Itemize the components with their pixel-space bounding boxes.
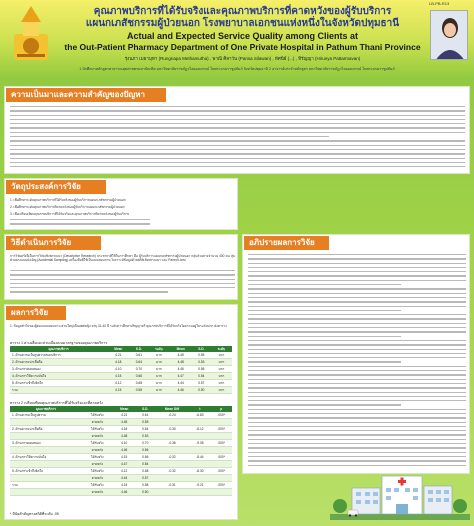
author-photo [430, 10, 468, 60]
table-row [10, 387, 232, 394]
discussion-body [248, 254, 466, 469]
table-row [10, 461, 232, 468]
table-cell: 0.64 [129, 359, 148, 366]
table-cell: 0.53 [192, 359, 211, 366]
table-cell [155, 419, 189, 426]
table-cell: 0.56 [136, 447, 155, 454]
table-cell: 0.64 [136, 426, 155, 433]
table-cell: 3. ด้านการตอบสนอง [10, 366, 107, 373]
table-cell [10, 447, 82, 454]
table-cell: 4.44 [113, 475, 136, 482]
table-cell: -9.21 [189, 482, 210, 489]
table-cell: 0.68 [129, 380, 148, 387]
table-cell: มาก [211, 387, 232, 394]
table-cell: มาก [211, 359, 232, 366]
table1-header-cell: Mean [170, 346, 192, 352]
table-cell: 4.21 [113, 412, 136, 419]
table-cell: -8.44 [189, 454, 210, 461]
table-cell: 0.50 [192, 387, 211, 394]
table-cell: 4.10 [113, 440, 136, 447]
title-english-line-2: the Out-Patient Pharmacy Department of One Private Hospital in Pathum Thani Province [64, 42, 421, 52]
table-cell: 5. ด้านการเข้าถึงจิตใจ [10, 380, 107, 387]
table-cell [155, 489, 189, 496]
table-cell: -0.30 [155, 426, 189, 433]
table-cell: 0.56 [192, 366, 211, 373]
table-row [10, 482, 232, 489]
table-cell: รวม [10, 387, 107, 394]
table-cell: 4.46 [113, 447, 136, 454]
background-body [10, 106, 465, 170]
table-cell [155, 475, 189, 482]
table-cell: 4.46 [113, 489, 136, 496]
table-row [10, 447, 232, 454]
table-cell: 2. ด้านความน่าเชื่อถือ [10, 359, 107, 366]
table-cell: 0.57 [136, 475, 155, 482]
table-cell [210, 433, 232, 440]
table-cell [189, 433, 210, 440]
table-cell: คาดหวัง [82, 419, 113, 426]
table-cell: -0.31 [155, 482, 189, 489]
table-cell: ได้รับจริง [82, 426, 113, 433]
table-cell: 0.68 [136, 468, 155, 475]
table-cell: 4.48 [113, 433, 136, 440]
table-cell: มาก [211, 380, 232, 387]
table-cell: มาก [148, 366, 169, 373]
table-cell: 0.54 [192, 373, 211, 380]
table-cell: 0.58 [136, 482, 155, 489]
table-cell: 4.15 [113, 454, 136, 461]
table-cell [189, 489, 210, 496]
table-cell: -8.30 [189, 468, 210, 475]
objectives-heading: วัตถุประสงค์การวิจัย [6, 180, 106, 194]
table-cell [189, 475, 210, 482]
title-thai-line-1: คุณภาพบริการที่ได้รับจริงและคุณภาพบริการที่คาดหวังของผู้รับบริการ [93, 6, 392, 17]
table-row [10, 433, 232, 440]
table-row [10, 440, 232, 447]
table2-header-cell: t [189, 406, 210, 412]
table-cell: 4.15 [113, 482, 136, 489]
table-cell: 4. ด้านการให้ความมั่นใจ [10, 454, 82, 461]
table-row [10, 475, 232, 482]
table-cell: 0.57 [192, 380, 211, 387]
table-cell: 4.15 [107, 373, 129, 380]
table-cell: 4.47 [170, 373, 192, 380]
table-cell: -0.24 [155, 412, 189, 419]
title-english-line-1: Actual and Expected Service Quality among Clients at [126, 31, 359, 41]
table-cell: .000* [210, 468, 232, 475]
table-footnote: * มีนัยสำคัญทางสถิติที่ระดับ .05 [10, 512, 59, 516]
table-row [10, 454, 232, 461]
table-cell: มาก [148, 373, 169, 380]
discussion-heading: อภิปรายผลการวิจัย [244, 236, 329, 250]
table-row [10, 373, 232, 380]
table-cell: 4.15 [107, 387, 129, 394]
table-cell [10, 489, 82, 496]
table2-header-cell: Mean Diff [155, 406, 189, 412]
table-cell: 0.53 [136, 433, 155, 440]
objective-item-1: 1. เพื่อศึกษาระดับคุณภาพบริการที่ได้รับจริงของผู้รับบริการแผนกเภสัชกรรมผู้ป่วยนอก [10, 198, 126, 202]
table-cell: มาก [211, 373, 232, 380]
table-cell: 4. ด้านการให้ความมั่นใจ [10, 373, 107, 380]
table1-header-cell: Mean [107, 346, 129, 352]
table-cell: -8.12 [189, 426, 210, 433]
table-cell: ได้รับจริง [82, 440, 113, 447]
table-cell: มาก [148, 352, 169, 359]
authors-line: รุ่งนภา เมธามุทา (Rungnapa Methamutha) , พาณิ ศิลาวัน (Pansa Silawan) , ทัศนีย์ (...) , หิรัญญา (Hirunya Pattarmavan) [124, 56, 361, 61]
table-cell: -0.32 [155, 468, 189, 475]
table-cell: ได้รับจริง [82, 454, 113, 461]
table-cell: 0.61 [129, 352, 148, 359]
table-row [10, 426, 232, 433]
table-cell: มาก [211, 366, 232, 373]
table-cell: 1. ด้านความเป็นรูปธรรมของบริการ [10, 352, 107, 359]
table-cell: คาดหวัง [82, 475, 113, 482]
table-cell: 4.46 [170, 366, 192, 373]
table2-header-cell: คุณภาพบริการ [10, 406, 82, 412]
table-cell: 0.61 [136, 412, 155, 419]
table-cell: 1. ด้านความเป็นรูปธรรม [10, 412, 82, 419]
table-cell: 4.12 [113, 468, 136, 475]
table-cell: มาก [148, 387, 169, 394]
objectives-extra [10, 219, 210, 227]
table-cell: คาดหวัง [82, 447, 113, 454]
table-cell: -6.83 [189, 412, 210, 419]
table-cell: 4.47 [113, 461, 136, 468]
methods-extra [10, 270, 235, 298]
table-cell: ได้รับจริง [82, 412, 113, 419]
table-cell: 0.55 [136, 419, 155, 426]
table-cell [189, 447, 210, 454]
table-cell: .000* [210, 482, 232, 489]
table-cell: 0.50 [136, 489, 155, 496]
table1-header-cell: คุณภาพบริการ [10, 346, 107, 352]
table-cell: 4.48 [170, 359, 192, 366]
table-cell: .000* [210, 412, 232, 419]
table-cell [189, 419, 210, 426]
table-cell [155, 447, 189, 454]
table-cell: คาดหวัง [82, 433, 113, 440]
results-table-1 [10, 346, 232, 394]
table1-header-cell: S.D. [129, 346, 148, 352]
table-cell: 5. ด้านการเข้าถึงจิตใจ [10, 468, 82, 475]
table-cell: มาก [148, 380, 169, 387]
table-row [10, 489, 232, 496]
methods-heading: วิธีดำเนินการวิจัย [6, 236, 101, 250]
table-cell [10, 475, 82, 482]
table-cell: 4.18 [107, 359, 129, 366]
table-cell: 4.10 [107, 366, 129, 373]
table1-header-cell: ระดับ [211, 346, 232, 352]
university-logo [8, 4, 54, 62]
results-heading: ผลการวิจัย [6, 306, 66, 320]
table-cell: คาดหวัง [82, 461, 113, 468]
table2-caption: ตาราง 2 เปรียบเทียบคุณภาพบริการที่ได้รับจริงและที่คาดหวัง [10, 401, 103, 405]
table-cell: 0.54 [136, 461, 155, 468]
table1-header-cell: ระดับ [148, 346, 169, 352]
table-cell [155, 433, 189, 440]
table2-header-cell: p [210, 406, 232, 412]
table-cell: -0.36 [155, 440, 189, 447]
background-heading: ความเป็นมาและความสำคัญของปัญหา [6, 88, 166, 102]
objective-item-3: 3. เพื่อเปรียบเทียบคุณภาพบริการที่ได้รับจริงและคุณภาพบริการที่คาดหวังของผู้รับบริการ [10, 212, 130, 216]
table-cell: 3. ด้านการตอบสนอง [10, 440, 82, 447]
table-cell: มาก [211, 352, 232, 359]
table-cell [210, 475, 232, 482]
table1-caption: ตาราง 1 ค่าเฉลี่ยและส่วนเบี่ยงเบนมาตรฐานของคุณภาพบริการ [10, 341, 108, 345]
table-cell [189, 461, 210, 468]
table-cell [155, 461, 189, 468]
table-cell: 2. ด้านความน่าเชื่อถือ [10, 426, 82, 433]
table-cell: -9.05 [189, 440, 210, 447]
table-cell: 0.70 [136, 440, 155, 447]
table-cell: ได้รับจริง [82, 468, 113, 475]
table-cell: ได้รับจริง [82, 482, 113, 489]
poster-code: LB-PB-R13 [429, 1, 450, 6]
table-row [10, 468, 232, 475]
table-cell: 4.45 [170, 352, 192, 359]
table-row [10, 359, 232, 366]
table-cell: .000* [210, 440, 232, 447]
results-table-2 [10, 406, 232, 496]
objective-item-2: 2. เพื่อศึกษาระดับคุณภาพบริการที่คาดหวังของผู้รับบริการแผนกเภสัชกรรมผู้ป่วยนอก [10, 205, 125, 209]
results-body: 1. ข้อมูลทั่วไปของผู้ตอบแบบสอบถาม ส่วนใหญ่เป็นเพศหญิง อายุ 31-40 ปี ระดับการศึกษาปริญญาตรี คุณภาพบริการที่ได้รับจริงโดยรวมอยู่ในระดับมาก ดังตาราง [10, 324, 227, 328]
table-row [10, 419, 232, 426]
table-cell [210, 447, 232, 454]
table-cell: 4.45 [113, 419, 136, 426]
hospital-illustration [330, 470, 470, 520]
table-cell [10, 461, 82, 468]
table-cell [210, 489, 232, 496]
table-cell: 0.66 [129, 373, 148, 380]
table-cell: รวม [10, 482, 82, 489]
table-cell [10, 419, 82, 426]
table-cell: 4.12 [107, 380, 129, 387]
table-cell: 0.58 [129, 387, 148, 394]
table-cell: มาก [148, 359, 169, 366]
table-cell: 0.55 [192, 352, 211, 359]
table-cell [210, 461, 232, 468]
table-cell [210, 419, 232, 426]
table-row [10, 366, 232, 373]
table-cell: .000* [210, 426, 232, 433]
table-cell: 4.44 [170, 380, 192, 387]
table-row [10, 380, 232, 387]
table-cell [10, 433, 82, 440]
table-cell: คาดหวัง [82, 489, 113, 496]
affiliation-line: 1 นักศึกษาหลักสูตรสาธารณสุขศาสตรมหาบัณฑิต มหาวิทยาลัยราชภัฏวไลยอลงกรณ์ ในพระบรมราชูปถัมภ์ จังหวัดปทุมธานี 2 อาจารย์ประจำหลักสูตร มหาวิทยาลัยราชภัฏวไลยอลงกรณ์ ในพระบรมราชูปถัมภ์ [79, 67, 395, 71]
table-cell: .000* [210, 454, 232, 461]
table2-header-cell: Mean [113, 406, 136, 412]
table-cell: 4.18 [113, 426, 136, 433]
table-cell: -0.32 [155, 454, 189, 461]
title-thai-line-2: แผนกเภสัชกรรมผู้ป่วยนอก โรงพยาบาลเอกชนแห่งหนึ่งในจังหวัดปทุมธานี [85, 18, 400, 29]
methods-body: การวิจัยครั้งนี้เป็นการวิจัยเชิงพรรณนา (Descriptive Research) ประชากรที่ใช้ในการศึกษา คือ ผู้รับบริการแผนกเภสัชกรรมผู้ป่วยนอก กลุ่มตัวอย่างจำนวน 400 คน สุ่มตัวอย่างแบบบังเอิญ (Accidental Sampling) เครื่องมือที่ใช้เป็นแบบสอบถาม วิเคราะห์ข้อมูลด้วยสถิติเชิงพรรณนา และ Paired t-test [10, 254, 235, 263]
table-cell: 0.70 [129, 366, 148, 373]
table2-header-cell: S.D. [136, 406, 155, 412]
table-cell: 0.66 [136, 454, 155, 461]
table-cell: 4.46 [170, 387, 192, 394]
table-cell: 4.21 [107, 352, 129, 359]
table1-header-cell: S.D. [192, 346, 211, 352]
